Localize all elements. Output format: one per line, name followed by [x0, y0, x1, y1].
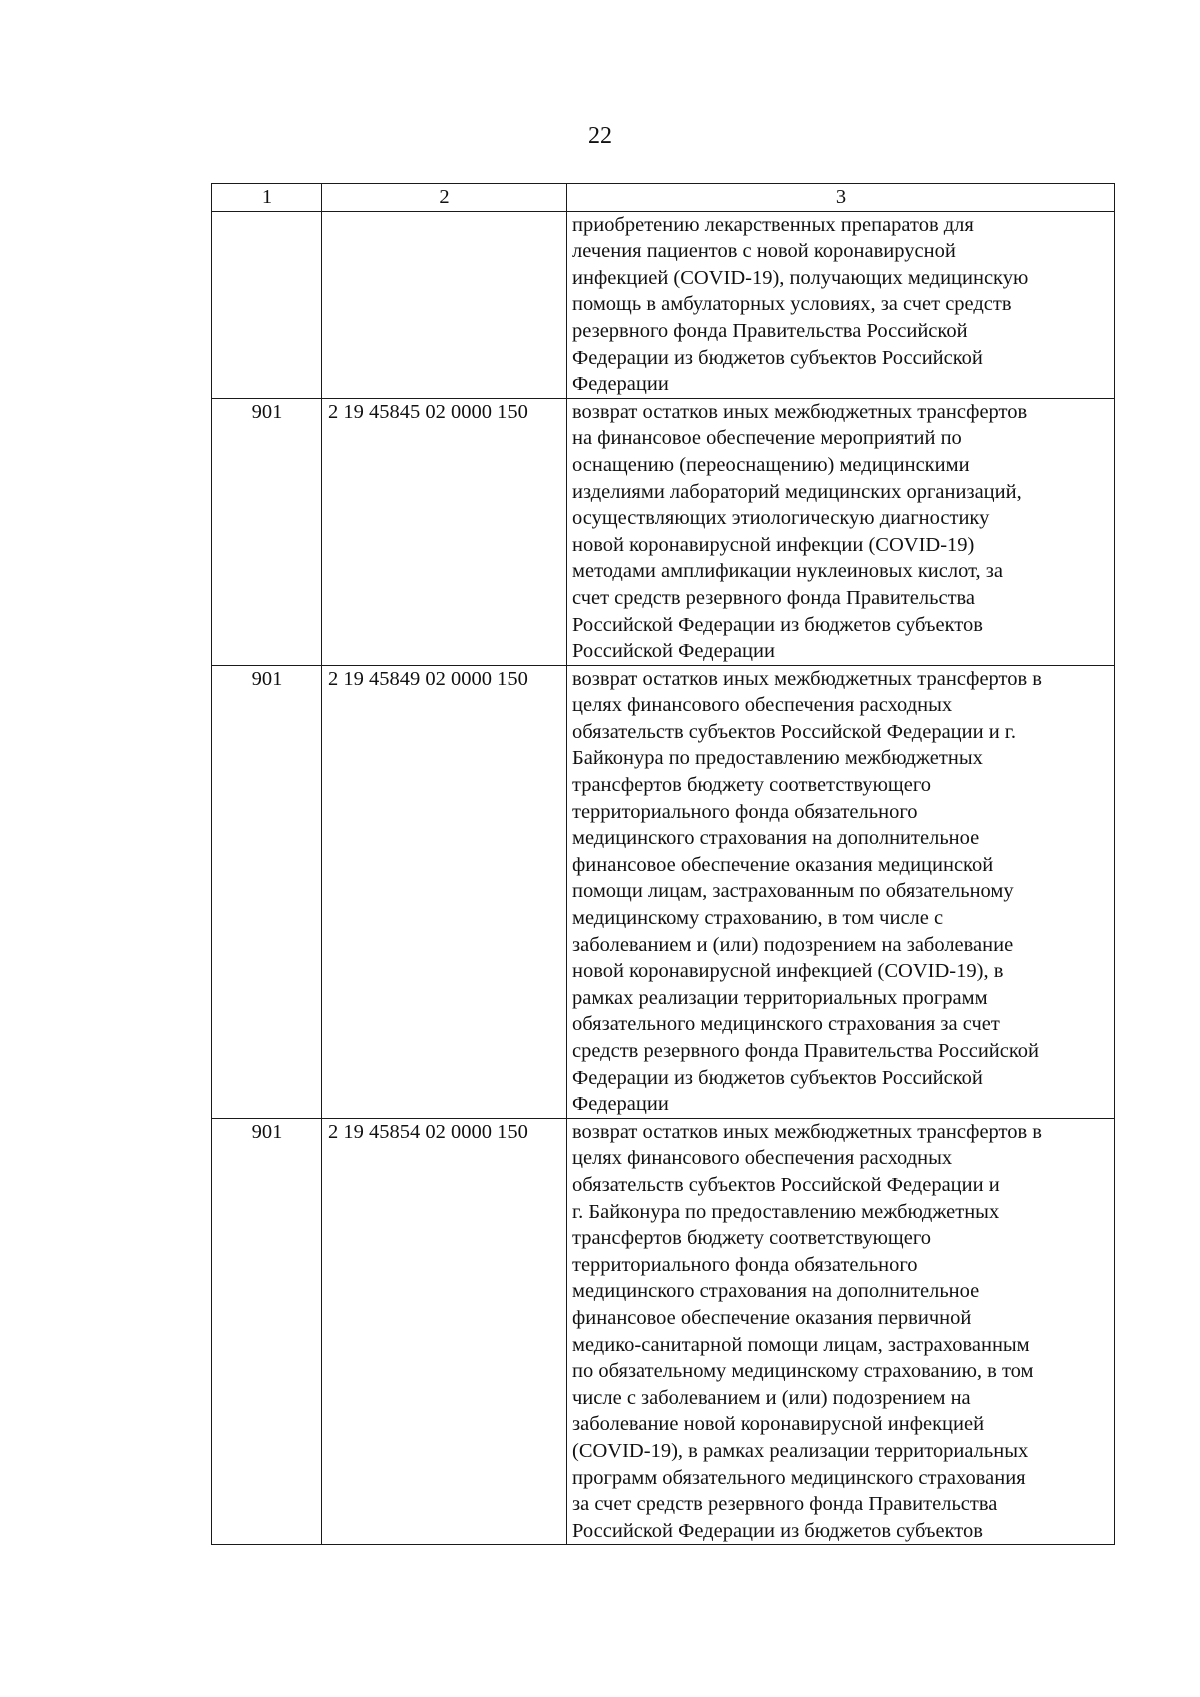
description-line: инфекцией (COVID-19), получающих медицинскую	[572, 266, 1029, 289]
description-line: финансовое обеспечение оказания первичной	[572, 1306, 972, 1329]
column-header-1: 1	[212, 184, 322, 212]
classification-code-cell: 2 19 45854 02 0000 150	[322, 1118, 567, 1545]
description-line: (COVID-19), в рамках реализации территориальных	[572, 1439, 1029, 1462]
description-line: счет средств резервного фонда Правительства	[572, 586, 976, 609]
description-line: финансовое обеспечение оказания медицинской	[572, 853, 994, 876]
description-line: новой коронавирусной инфекции (COVID-19)	[572, 533, 975, 556]
description-line: территориального фонда обязательного	[572, 1253, 918, 1276]
description-line: медицинского страхования на дополнительное	[572, 1280, 980, 1303]
column-header-2: 2	[322, 184, 567, 212]
description-line: медицинскому страхованию, в том числе с	[572, 907, 944, 930]
description-line: изделиями лабораторий медицинских организаций,	[572, 480, 1022, 503]
description-line: Байконура по предоставлению межбюджетных	[572, 747, 983, 770]
description-line: обязательств субъектов Российской Федерации и г.	[572, 720, 1017, 743]
classification-code-cell: 2 19 45849 02 0000 150	[322, 665, 567, 1118]
description-line: осуществляющих этиологическую диагностику	[572, 507, 990, 530]
description-cell	[567, 211, 1115, 398]
description-line: рамках реализации территориальных программ	[572, 986, 988, 1009]
description-line: возврат остатков иных межбюджетных трансфертов	[572, 400, 1028, 423]
description-line: помощь в амбулаторных условиях, за счет средств	[572, 293, 1012, 316]
description-line: лечения пациентов с новой коронавирусной	[572, 240, 956, 263]
budget-classification-table	[211, 183, 1115, 1545]
description-line: оснащению (переоснащению) медицинскими	[572, 453, 970, 476]
description-line: резервного фонда Правительства Российской	[572, 319, 968, 342]
description-line: целях финансового обеспечения расходных	[572, 1147, 953, 1170]
page-number: 22	[588, 123, 612, 149]
table-row	[212, 211, 1115, 398]
description-line: средств резервного фонда Правительства Российской	[572, 1040, 1040, 1062]
description-line: Российской Федерации из бюджетов субъектов	[572, 1519, 983, 1542]
description-line: медико-санитарной помощи лицам, застрахованным	[572, 1333, 1030, 1356]
description-line: Федерации	[572, 373, 669, 396]
admin-code-cell: 901	[212, 665, 322, 1118]
table-header-row	[212, 184, 1115, 212]
description-line: Федерации из бюджетов субъектов Российской	[572, 1066, 983, 1089]
description-line: за счет средств резервного фонда Правительства	[572, 1493, 998, 1516]
classification-code-cell: 2 19 45845 02 0000 150	[322, 398, 567, 665]
description-line: новой коронавирусной инфекцией (COVID-19), в	[572, 960, 1004, 983]
description-line: заболевание новой коронавирусной инфекцией	[572, 1413, 985, 1436]
description-cell	[567, 1118, 1115, 1545]
description-line: программ обязательного медицинского страхования	[572, 1466, 1026, 1489]
admin-code-cell: 901	[212, 1118, 322, 1545]
description-line: на финансовое обеспечение мероприятий по	[572, 427, 962, 450]
admin-code-cell	[212, 211, 322, 398]
description-line: возврат остатков иных межбюджетных трансфертов в	[572, 1120, 1042, 1143]
description-cell	[567, 398, 1115, 665]
description-line: числе с заболеванием и (или) подозрением на	[572, 1386, 971, 1409]
description-line: Федерации	[572, 1093, 669, 1116]
description-line: обязательного медицинского страхования за счет	[572, 1013, 1000, 1036]
description-line: территориального фонда обязательного	[572, 800, 918, 823]
description-line: заболеванием и (или) подозрением на заболевание	[572, 933, 1014, 956]
column-header-3: 3	[567, 184, 1115, 212]
table-row	[212, 398, 1115, 665]
table-body	[212, 184, 1115, 1545]
description-line: помощи лицам, застрахованным по обязательному	[572, 880, 1014, 903]
description-line: г. Байконура по предоставлению межбюджетных	[572, 1200, 1000, 1223]
description-line: целях финансового обеспечения расходных	[572, 694, 953, 717]
description-line: по обязательному медицинскому страхованию, в том	[572, 1360, 1034, 1383]
classification-code-cell	[322, 211, 567, 398]
description-line: обязательств субъектов Российской Федерации и	[572, 1173, 1000, 1196]
description-line: Федерации из бюджетов субъектов Российской	[572, 346, 983, 369]
description-line: Российской Федерации	[572, 640, 775, 663]
description-line: трансфертов бюджету соответствующего	[572, 1227, 931, 1250]
admin-code-cell: 901	[212, 398, 322, 665]
description-line: методами амплификации нуклеиновых кислот, за	[572, 560, 1003, 583]
description-line: трансфертов бюджету соответствующего	[572, 774, 931, 797]
description-line: приобретению лекарственных препаратов для	[572, 213, 974, 236]
table-row	[212, 665, 1115, 1118]
description-cell	[567, 665, 1115, 1118]
description-line: Российской Федерации из бюджетов субъектов	[572, 613, 983, 636]
description-line: медицинского страхования на дополнительное	[572, 827, 980, 850]
table-row	[212, 1118, 1115, 1545]
description-line: возврат остатков иных межбюджетных трансфертов в	[572, 667, 1042, 690]
